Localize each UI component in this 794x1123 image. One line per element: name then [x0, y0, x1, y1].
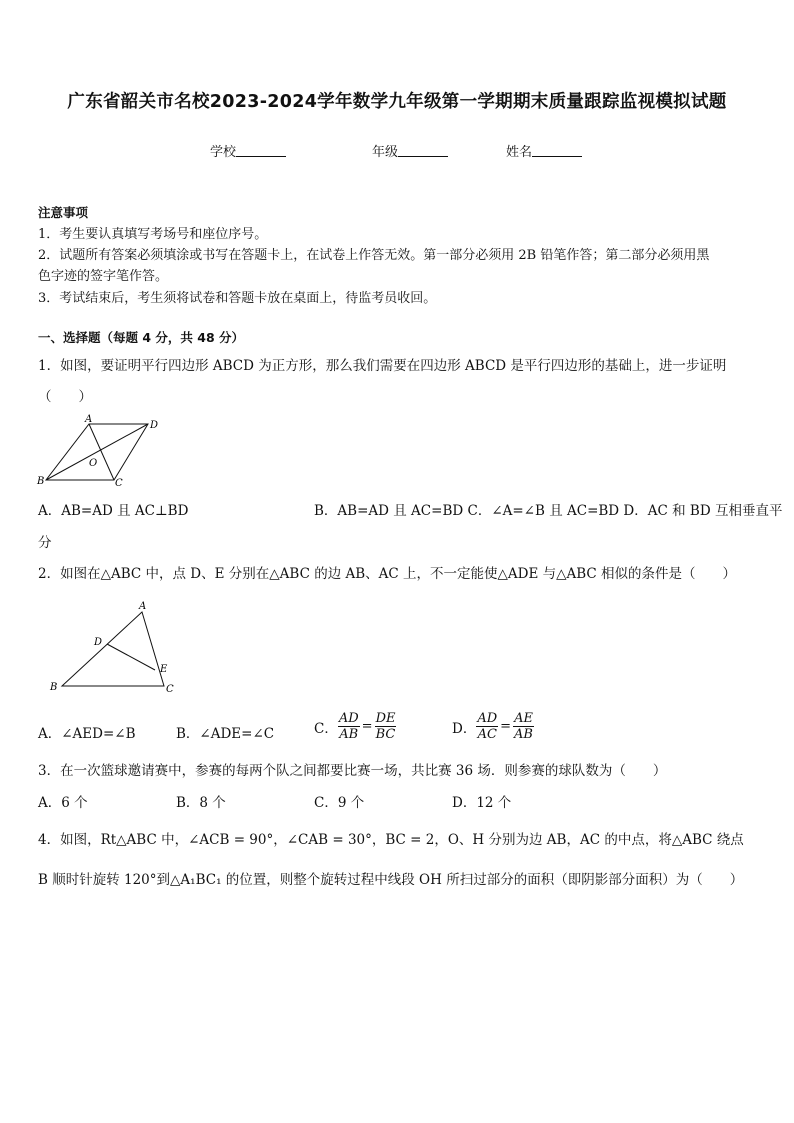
q2-option-c-prefix: C．	[314, 720, 338, 737]
fraction-denominator: BC	[375, 727, 396, 742]
fraction-denominator: AC	[477, 727, 497, 742]
label-e: E	[160, 664, 168, 675]
label-o: O	[89, 458, 98, 469]
section-heading: 一、选择题（每题 4 分，共 48 分）	[38, 330, 245, 345]
label-a: A	[85, 414, 93, 425]
notice-heading: 注意事项	[38, 205, 89, 220]
q2-option-c-fraction-1	[338, 711, 360, 742]
grade-label: 年级	[372, 145, 399, 160]
fraction-denominator: AB	[339, 727, 359, 742]
q4-stem-line-1: 4．如图，Rt△ABC 中，∠ACB = 90°，∠CAB = 30°，BC = 2，O、H 分别为边 AB，AC 的中点，将△ABC 绕点	[38, 832, 744, 848]
q2-option-b: B．∠ADE=∠C	[176, 726, 275, 742]
q2-option-d-fraction-2	[513, 711, 534, 742]
fraction-denominator: AB	[514, 727, 533, 742]
equals-sign: =	[361, 719, 373, 734]
q2-option-c	[314, 711, 396, 742]
fraction-numerator: AD	[477, 711, 498, 726]
fraction-numerator: AE	[514, 711, 533, 726]
label-b: B	[50, 682, 58, 693]
q2-triangle-figure	[44, 598, 184, 700]
label-d: D	[150, 420, 159, 431]
school-label: 学校	[210, 145, 237, 160]
page-title: 广东省韶关市名校2023-2024学年数学九年级第一学期期末质量跟踪监视模拟试题	[67, 92, 727, 112]
q1-option-bcd: B．AB=AD 且 AC=BD C．∠A=∠B 且 AC=BD D．AC 和 BD 互相垂直平	[314, 503, 783, 519]
notice-item-1: 1．考生要认真填写考场号和座位序号。	[38, 227, 268, 242]
q3-option-a: A．6 个	[38, 795, 88, 811]
q1-stem: 1．如图，要证明平行四边形 ABCD 为正方形，那么我们需要在四边形 ABCD 是平行四边形的基础上，进一步证明	[38, 358, 727, 374]
q1-option-a: A．AB=AD 且 AC⊥BD	[38, 503, 189, 519]
label-d: D	[94, 637, 103, 648]
fraction-numerator: DE	[375, 711, 396, 726]
q1-parallelogram-figure	[34, 412, 164, 488]
q2-option-d-fraction-1	[476, 711, 498, 742]
label-b: B	[37, 476, 45, 487]
q3-option-d: D．12 个	[452, 795, 512, 811]
q3-option-b: B．8 个	[176, 795, 226, 811]
grade-blank	[398, 144, 448, 157]
q3-stem: 3．在一次篮球邀请赛中，参赛的每两个队之间都要比赛一场，共比赛 36 场．则参赛的球队数为（ ）	[38, 763, 667, 779]
q2-option-d-prefix: D．	[452, 720, 477, 737]
q1-stem-paren: （ ）	[38, 389, 92, 405]
q2-option-a: A．∠AED=∠B	[38, 726, 136, 742]
diagonal-ac	[89, 424, 114, 480]
label-c: C	[166, 684, 174, 695]
notice-item-2: 2．试题所有答案必须填涂或书写在答题卡上，在试卷上作答无效。第一部分必须用 2B 铅笔作答；第二部分必须用黑	[38, 248, 710, 263]
q1-option-wrap: 分	[38, 535, 52, 551]
name-blank	[532, 144, 582, 157]
name-field	[506, 141, 582, 160]
q4-stem-line-2: B 顺时针旋转 120°到△A₁BC₁ 的位置，则整个旋转过程中线段 OH 所扫过部分的面积（即阴影部分面积）为（ ）	[38, 872, 744, 888]
diagonal-bd	[46, 424, 148, 480]
notice-item-2-cont: 色字迹的签字笔作答。	[38, 269, 169, 284]
school-blank	[236, 144, 286, 157]
notice-item-3: 3．考试结束后，考生须将试卷和答题卡放在桌面上，待监考员收回。	[38, 291, 437, 306]
school-field	[210, 141, 286, 160]
label-a: A	[139, 601, 147, 612]
triangle-abc	[62, 612, 164, 686]
name-label: 姓名	[506, 145, 533, 160]
q3-option-c: C．9 个	[314, 795, 365, 811]
equals-sign: =	[500, 719, 512, 734]
q2-option-d	[452, 711, 534, 742]
q2-stem: 2．如图在△ABC 中，点 D、E 分别在△ABC 的边 AB、AC 上，不一定能使△ADE 与△ABC 相似的条件是（ ）	[38, 566, 737, 582]
segment-de	[107, 644, 155, 670]
grade-field	[372, 141, 448, 160]
label-c: C	[115, 478, 123, 488]
fraction-numerator: AD	[338, 711, 359, 726]
q2-option-c-fraction-2	[375, 711, 397, 742]
